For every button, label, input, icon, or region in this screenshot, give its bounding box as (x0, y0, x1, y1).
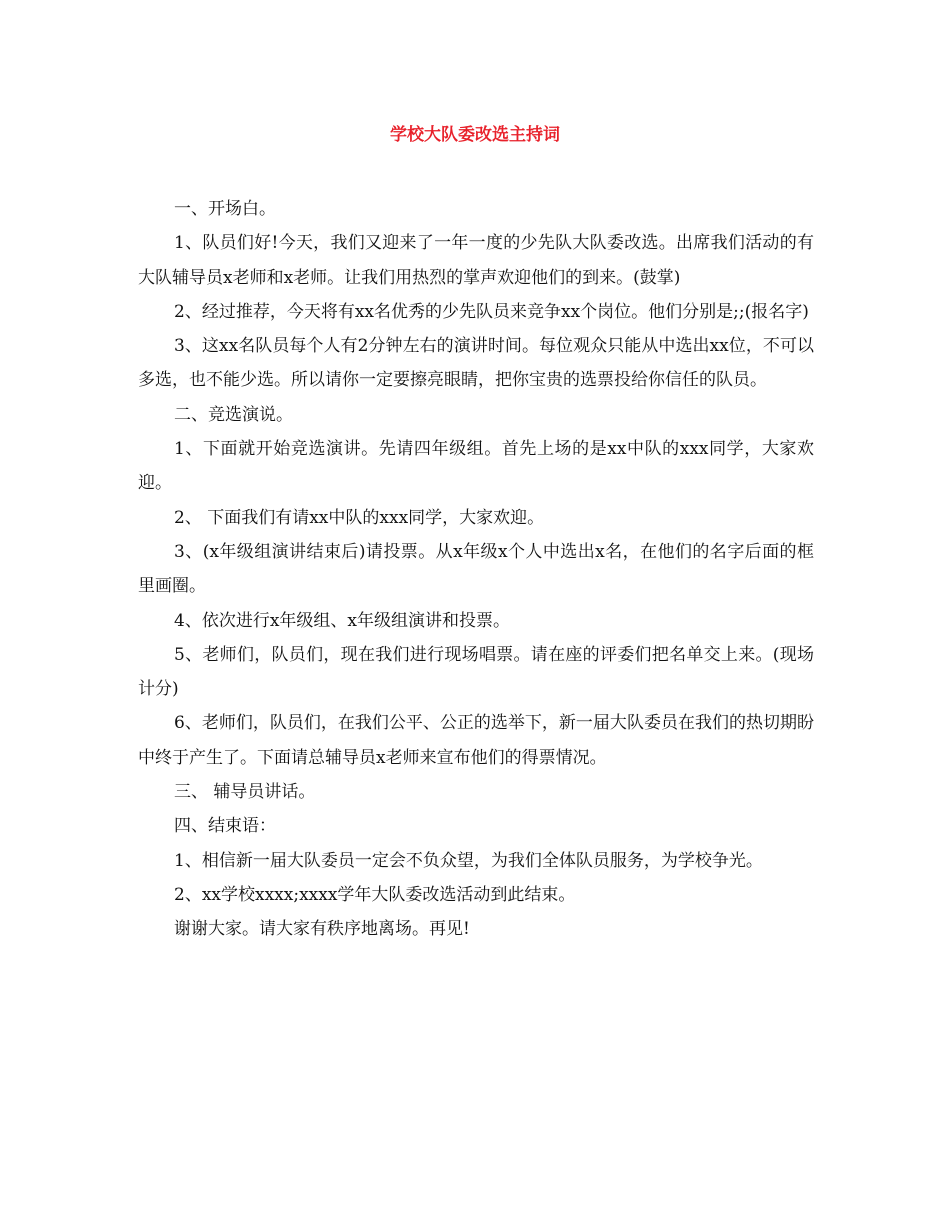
section-heading-counselor: 三、 辅导员讲话。 (174, 782, 316, 803)
paragraph: 2、经过推荐，今天将有xx名优秀的少先队员来竞争xx个岗位。他们分别是;;(报名字) (174, 301, 809, 322)
document-body (138, 192, 814, 947)
paragraph: 5、老师们，队员们，现在我们进行现场唱票。请在座的评委们把名单交上来。(现场计分) (138, 644, 814, 700)
document-title: 学校大队委改选主持词 (390, 125, 560, 145)
paragraph: 3、这xx名队员每个人有2分钟左右的演讲时间。每位观众只能从中选出xx位，不可以多选，也不能少选。所以请你一定要擦亮眼睛，把你宝贵的选票投给你信任的队员。 (138, 336, 814, 391)
paragraph: 6、老师们，队员们，在我们公平、公正的选举下，新一届大队委员在我们的热切期盼中终于产生了。下面请总辅导员x老师来宣布他们的得票情况。 (138, 713, 814, 768)
paragraph: 1、下面就开始竞选演讲。先请四年级组。首先上场的是xx中队的xxx同学，大家欢迎。 (138, 439, 814, 494)
paragraph: 4、依次进行x年级组、x年级组演讲和投票。 (174, 610, 510, 631)
paragraph: 1、相信新一届大队委员一定会不负众望，为我们全体队员服务，为学校争光。 (174, 850, 763, 871)
paragraph: 3、(x年级组演讲结束后)请投票。从x年级x个人中选出x名，在他们的名字后面的框里画圈。 (138, 541, 814, 597)
paragraph: 2、 下面我们有请xx中队的xxx同学，大家欢迎。 (174, 507, 545, 528)
paragraph: 谢谢大家。请大家有秩序地离场。再见! (174, 919, 470, 940)
paragraph: 2、xx学校xxxx;xxxx学年大队委改选活动到此结束。 (174, 884, 576, 905)
section-heading-closing: 四、结束语： (174, 816, 276, 837)
section-heading-speeches: 二、竞选演说。 (174, 404, 293, 425)
paragraph: 1、队员们好!今天，我们又迎来了一年一度的少先队大队委改选。出席我们活动的有大队辅导员x老师和x老师。让我们用热烈的掌声欢迎他们的到来。(鼓掌) (138, 233, 814, 288)
section-heading-opening: 一、开场白。 (174, 199, 276, 219)
